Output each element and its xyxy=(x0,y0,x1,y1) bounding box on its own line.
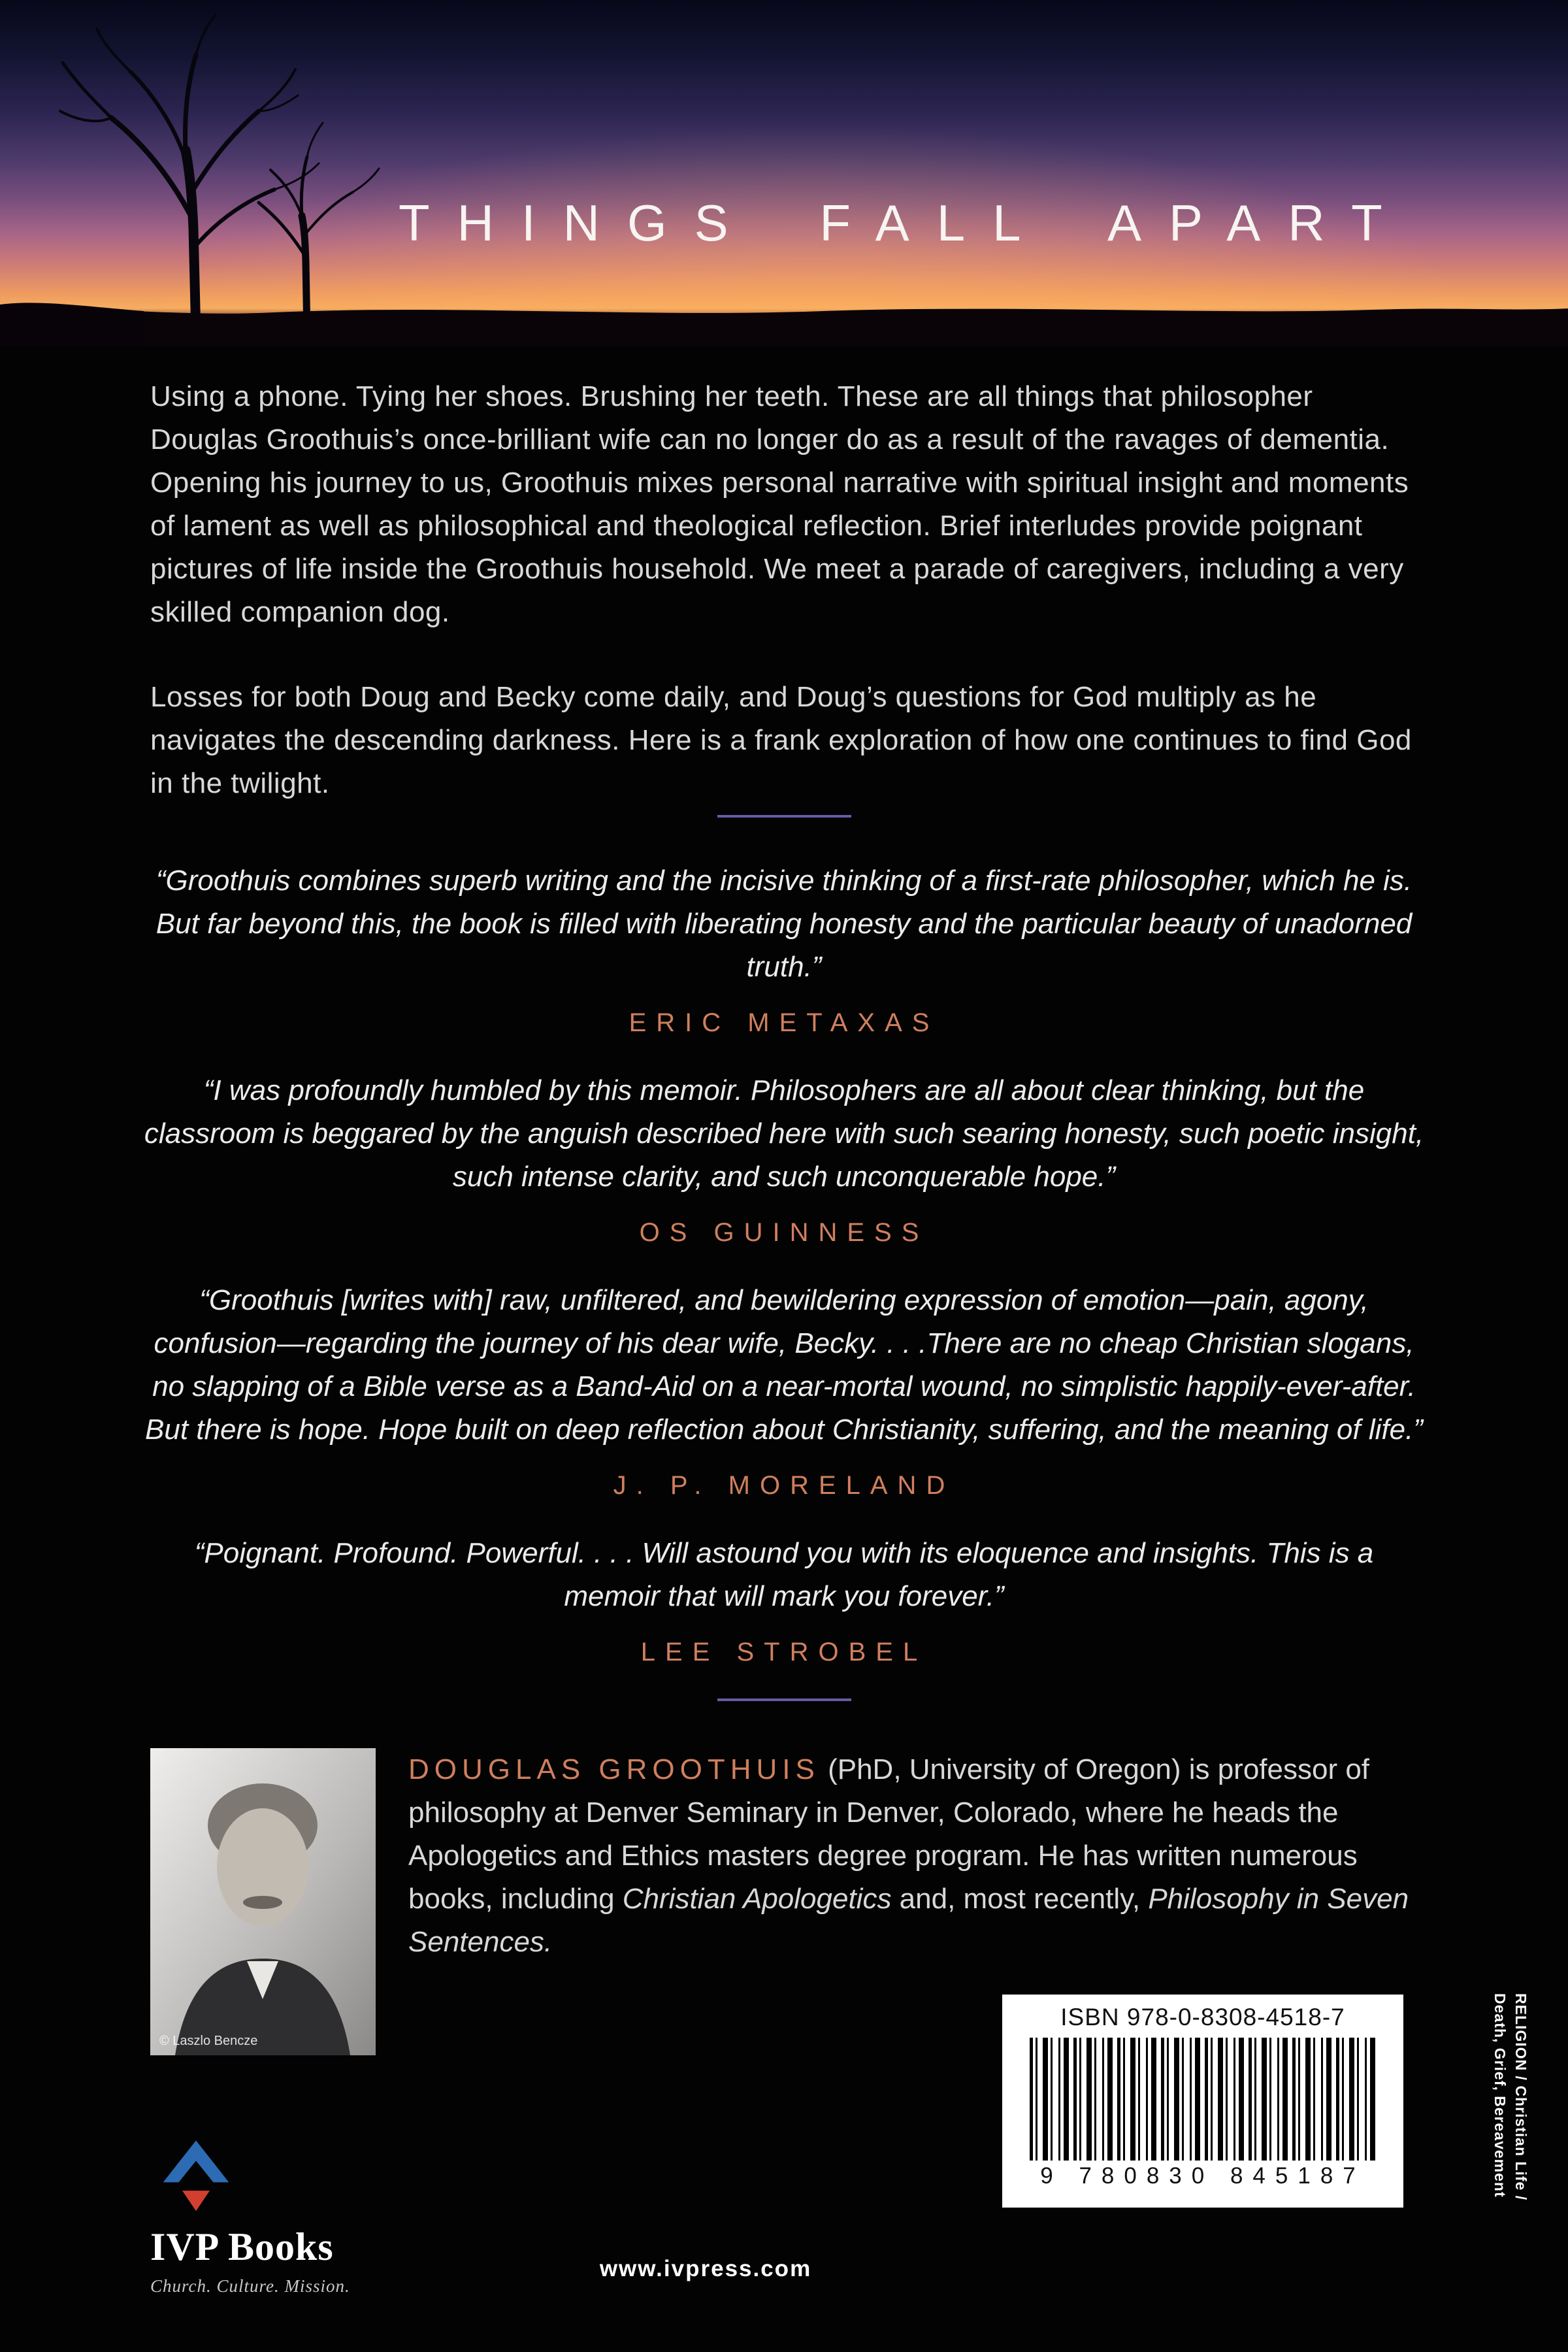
author-name: DOUGLAS GROOTHUIS xyxy=(408,1753,820,1785)
tree-silhouette-icon xyxy=(0,0,418,335)
twilight-sky-image xyxy=(0,0,1568,346)
ivp-logo-icon xyxy=(150,2136,242,2219)
endorsement-author-4: LEE STROBEL xyxy=(640,1638,928,1666)
author-photo xyxy=(150,1748,376,2055)
book-title-italic-2: Philosophy in Seven Sentences. xyxy=(408,1883,1409,1958)
category-line-1: RELIGION / Christian Life / xyxy=(1512,1993,1529,2201)
endorsement-quote-1: “Groothuis combines superb writing and the incisive thinking of a first-rate philosopher, which he is. But far beyond this, the book is filled with liberating honesty and the particular beauty of unadorned truth.” xyxy=(155,865,1413,983)
book-title-italic-1: Christian Apologetics xyxy=(622,1883,892,1915)
imprint-tagline: Church. Culture. Mission. xyxy=(150,2276,350,2296)
category-vertical-text xyxy=(1490,1993,1531,2219)
horizon-silhouette xyxy=(0,294,1568,346)
back-cover-copy xyxy=(0,346,1568,2055)
isbn-label: ISBN 978-0-8308-4518-7 xyxy=(1060,2004,1345,2030)
synopsis-paragraph-2: Losses for both Doug and Becky come daily, and Doug’s questions for God multiply as he navigates the descending darkness. Here is a frank exploration of how one continues to find God in the twilight. xyxy=(150,681,1412,799)
endorsement-author-3: J. P. MORELAND xyxy=(613,1471,955,1500)
barcode xyxy=(1002,1995,1403,2208)
category-line-2: Death, Grief, Bereavement xyxy=(1492,1993,1509,2198)
endorsement-quote-3: “Groothuis [writes with] raw, unfiltered, and bewildering expression of emotion—pain, agony, confusion—regarding the journey of his dear wife, Becky. . . .There are no cheap Christian slogans, no slapping of a Bible verse as a Band-Aid on a near-mortal wound, no simplistic happily-ever-after. But there is hope. Hope built on deep reflection about Christianity, suffering, and the meaning of life.” xyxy=(145,1284,1423,1446)
endorsement-author-1: ERIC METAXAS xyxy=(629,1008,939,1037)
barcode-digits: 9 780830 845187 xyxy=(1040,2163,1365,2189)
bio-text-1: (PhD, University of Oregon) is professor of philosophy at Denver Seminary in Denver, Colorado, where he heads the Apologetics and Ethics masters degree program. He has written numerous books, including xyxy=(408,1753,1370,1915)
endorsement-author-2: OS GUINNESS xyxy=(639,1218,929,1247)
publisher-website: www.ivpress.com xyxy=(599,2256,812,2281)
book-title: THINGS FALL APART xyxy=(399,194,1410,252)
endorsement-quote-4: “Poignant. Profound. Powerful. . . . Will astound you with its eloquence and insights. This is a memoir that will mark you forever.” xyxy=(194,1537,1374,1612)
publisher-logo-block xyxy=(150,2136,350,2296)
author-portrait-image xyxy=(150,1748,376,2055)
divider xyxy=(717,815,851,818)
bio-text-2: and, most recently, xyxy=(891,1883,1149,1915)
endorsement-quote-2: “I was profoundly humbled by this memoir. Philosophers are all about clear thinking, but the classroom is beggared by the anguish described here with such searing honesty, such poetic insight, such intense clarity, and such unconquerable hope.” xyxy=(144,1074,1424,1193)
imprint-name: IVP Books xyxy=(150,2225,334,2268)
barcode-bars xyxy=(1030,2038,1376,2161)
photo-credit: © Laszlo Bencze xyxy=(159,2034,258,2048)
divider xyxy=(717,1698,851,1701)
synopsis-paragraph-1: Using a phone. Tying her shoes. Brushing her teeth. These are all things that philosopher Douglas Groothuis’s once-brilliant wife can no longer do as a result of the ravages of dementia. Opening his journey to us, Groothuis mixes personal narrative with spiritual insight and moments of lament as well as philosophical and theological reflection. Brief interludes provide poignant pictures of life inside the Groothuis household. We meet a parade of caregivers, including a very skilled companion dog. xyxy=(150,380,1409,628)
